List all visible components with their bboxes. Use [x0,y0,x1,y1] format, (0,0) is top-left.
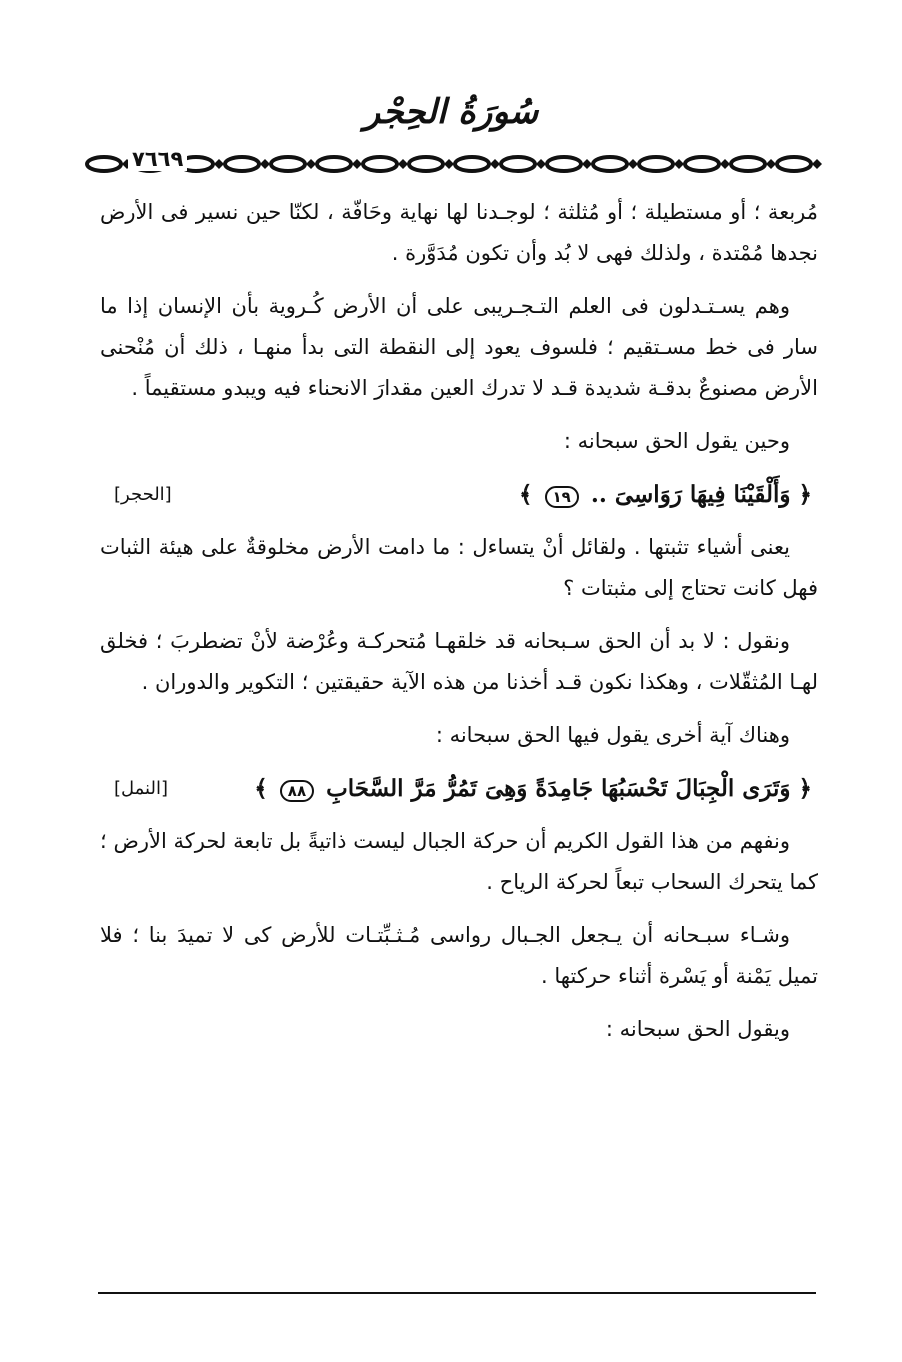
ornament-oval [409,157,443,171]
ornament-diamond [628,159,638,169]
verse-text: وَأَلْقَيْنَا فِيهَا رَوَاسِىَ .. [590,481,791,508]
verse-row-1 [100,474,818,515]
verse-close-bracket: ﴾ [519,481,533,508]
ornament-oval [501,157,535,171]
paragraph-9: ويقول الحق سبحانه : [605,1017,790,1041]
verse-open-bracket: ﴿ [798,775,812,802]
ornament-oval [455,157,489,171]
ornament-diamond [306,159,316,169]
verse-close-bracket: ﴾ [254,775,268,802]
ornament-diamond [490,159,500,169]
ornament-oval [87,157,121,171]
surah-reference: [الحجر] [114,484,172,505]
ornament-oval [271,157,305,171]
paragraph-3: وحين يقول الحق سبحانه : [563,429,790,453]
paragraph-2: وهم يسـتـدلون فى العلم التـجـريبى على أن الأرض كُـروية بأن الإنسان إذا ما سار فى خط مسـتقيم ؛ فلسوف يعود إلى النقطة التى بدأ منهـا ، ذلك أن مُنْحنى الأرض مصنوعٌ بدقـة شديدة قـد لا تدرك العين مقدارَ الانحناء فيه ويبدو مستقيماً . [100,294,818,400]
ornament-diamond [582,159,592,169]
ornament-diamond [674,159,684,169]
ornament-oval [777,157,811,171]
ornament-diamond [444,159,454,169]
page-number: ٧٦٦٩ [128,147,187,171]
verse-open-bracket: ﴿ [798,481,812,508]
paragraph-5: ونقول : لا بد أن الحق سـبحانه قد خلقهـا مُتحركـة وعُرْضة لأنْ تضطربَ ؛ فخلق لهـا المُثقّلات ، وهكذا نكون قـد أخذنا من هذه الآية حقيقتين ؛ التكوير والدوران . [100,629,818,694]
quran-verse-1 [519,474,818,515]
paragraph-8: وشـاء سبـحانه أن يـجعل الجـبال رواسى مُـثـبِّتـات للأرض كى لا تميدَ بنا ؛ فلا تميل يَمْنة أو يَسْرة أثناء حركتها . [100,923,818,988]
ornament-oval [593,157,627,171]
paragraph-6: وهناك آية أخرى يقول فيها الحق سبحانه : [435,723,790,747]
verse-row-2 [100,768,818,809]
verse-number-badge: ١٩ [545,486,579,508]
header-ornament-border [84,150,844,178]
surah-title: سُورَةُ الحِجْر [363,92,539,132]
paragraph-4: يعنى أشياء تثبتها . ولقائل أنْ يتساءل : ما دامت الأرض مخلوقةٌ على هيئة الثبات فهل كانت تحتاج إلى مثبتات ؟ [100,535,818,600]
ornament-oval [731,157,765,171]
ornament-oval [363,157,397,171]
verse-number-badge: ٨٨ [280,780,314,802]
ornament-diamond [260,159,270,169]
page-body [100,192,818,1050]
paragraph-7: ونفهم من هذا القول الكريم أن حركة الجبال ليست ذاتيةً بل تابعة لحركة الأرض ؛ كما يتحرك السحاب تبعاً لحركة الرياح . [100,829,818,894]
ornament-diamond [536,159,546,169]
ornament-diamond [352,159,362,169]
ornament-oval [639,157,673,171]
ornament-oval [317,157,351,171]
surah-reference: [النمل] [114,778,168,799]
ornament-oval [547,157,581,171]
ornament-diamond [214,159,224,169]
verse-text: وَتَرَى الْجِبَالَ تَحْسَبُهَا جَامِدَةً وَهِىَ تَمُرُّ مَرَّ السَّحَابِ [326,775,791,802]
paragraph-1: مُربعة ؛ أو مستطيلة ؛ أو مُثلثة ؛ لوجـدنا لها نهاية وحَافّة ، لكنّا حين نسير فى الأرض نجدها مُمْتدة ، ولذلك فهى لا بُد وأن تكون مُدَوَّرة . [100,200,818,265]
quran-verse-2 [254,768,818,809]
ornament-diamond [398,159,408,169]
ornament-diamond [720,159,730,169]
ornament-oval [685,157,719,171]
ornament-diamond [766,159,776,169]
ornament-diamond [812,159,822,169]
ornament-oval [225,157,259,171]
footer-divider [98,1292,816,1294]
